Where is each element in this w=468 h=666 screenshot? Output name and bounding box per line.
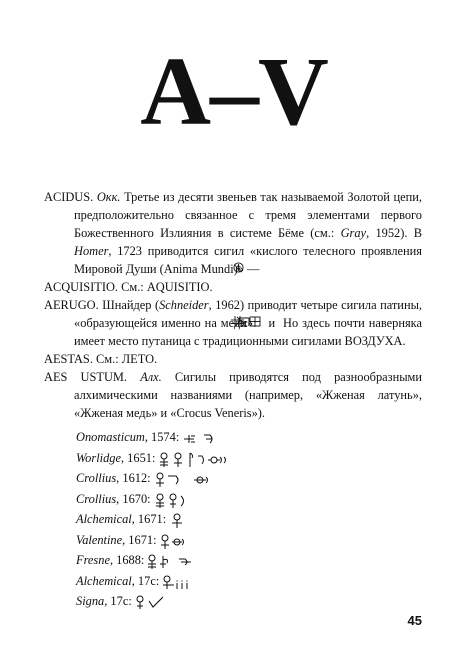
list-item xyxy=(76,489,422,510)
entry-acquisitio: ACQUISITIO. См.: AQUISITIO. xyxy=(44,280,213,294)
list-item xyxy=(76,427,422,448)
alchemical-sigil-icon xyxy=(169,510,185,531)
source-name: Signa xyxy=(76,594,105,608)
entry-term: AES USTUM. xyxy=(44,370,128,384)
list-item xyxy=(76,591,422,612)
source-name: Onomasticum xyxy=(76,430,145,444)
entry-abbreviation: Алх. xyxy=(140,370,162,384)
source-name: Fresne xyxy=(76,553,110,567)
entry-term: ACIDUS. xyxy=(44,190,94,204)
source-year: , 17c: xyxy=(104,594,132,608)
entry-acidus xyxy=(44,188,422,278)
alchemical-sigil-icon xyxy=(154,489,192,510)
list-item xyxy=(76,448,422,469)
source-name: Alchemical xyxy=(76,573,132,588)
source-year: , 1612: xyxy=(116,471,151,485)
source-year: , 1651: xyxy=(120,450,156,465)
alchemical-sigil-icon xyxy=(135,592,167,613)
entry-aes-ustum xyxy=(44,368,422,422)
sigil-source-list xyxy=(76,427,422,612)
list-item xyxy=(76,530,422,551)
list-item xyxy=(76,468,422,489)
source-name: Valentine xyxy=(76,532,123,547)
entry-text: и xyxy=(268,316,276,330)
entry-text: , 1962) приводит четыре сигила патины, «образующейся именно на меди»: xyxy=(74,298,422,330)
alchemical-sigil-icon xyxy=(147,551,203,572)
page-title: A–V xyxy=(140,38,328,146)
source-year: , 1671: xyxy=(131,512,167,526)
reference-author: Homer xyxy=(74,244,109,258)
reference-author: Gray xyxy=(340,226,367,240)
entry-text: Но здесь почти наверняка имеет место путаница с традиционными сигилами ВОЗДУХА. xyxy=(74,316,423,348)
entry-abbreviation: Окк. xyxy=(96,190,121,204)
alchemical-sigil-icon xyxy=(158,448,232,469)
alchemical-sigil-icon xyxy=(154,469,218,490)
entry-aerugo xyxy=(44,296,422,350)
source-year: , 1574: xyxy=(144,430,180,444)
source-name: Worlidge xyxy=(76,450,121,465)
entry-text: Шнайдер ( xyxy=(102,298,160,312)
entry-text: , 1723 приводится сигил «кислого телесного проявления Мировой Души (Anima Mundi)» — xyxy=(74,244,422,276)
source-year: , 1688: xyxy=(109,553,145,567)
list-item xyxy=(76,550,422,571)
page-number: 45 xyxy=(407,613,422,628)
entry-text: Третье из десяти звеньев так называемой Золотой цепи, предположительно связанное с тремя элементами первого Божественного Излияния в системе Бёме (см.: xyxy=(74,190,422,240)
reference-author: Schneider xyxy=(159,298,209,312)
source-name: Crollius xyxy=(76,471,117,485)
entry-term: AERUGO. xyxy=(44,298,99,312)
source-name: Alchemical xyxy=(76,512,132,526)
entry-text: Сигилы приводятся под разнообразными алхимическими названиями (например, «Жженая латунь», «Жженая медь» и «Crocus Veneris»). xyxy=(74,370,422,420)
alchemical-sigil-icon xyxy=(162,571,190,592)
alchemical-sigil-icon xyxy=(160,530,194,551)
alchemical-sigil-icon xyxy=(182,428,226,449)
dictionary-entries xyxy=(44,188,422,612)
source-year: , 1670: xyxy=(116,491,151,506)
entry-text: , 1952). В xyxy=(366,226,423,240)
entry-aestas: AESTAS. См.: ЛЕТО. xyxy=(44,352,158,366)
source-name: Crollius xyxy=(76,491,117,506)
list-item xyxy=(76,571,422,592)
source-year: , 1671: xyxy=(122,532,157,547)
list-item xyxy=(76,509,422,530)
source-year: , 17c: xyxy=(131,573,160,588)
